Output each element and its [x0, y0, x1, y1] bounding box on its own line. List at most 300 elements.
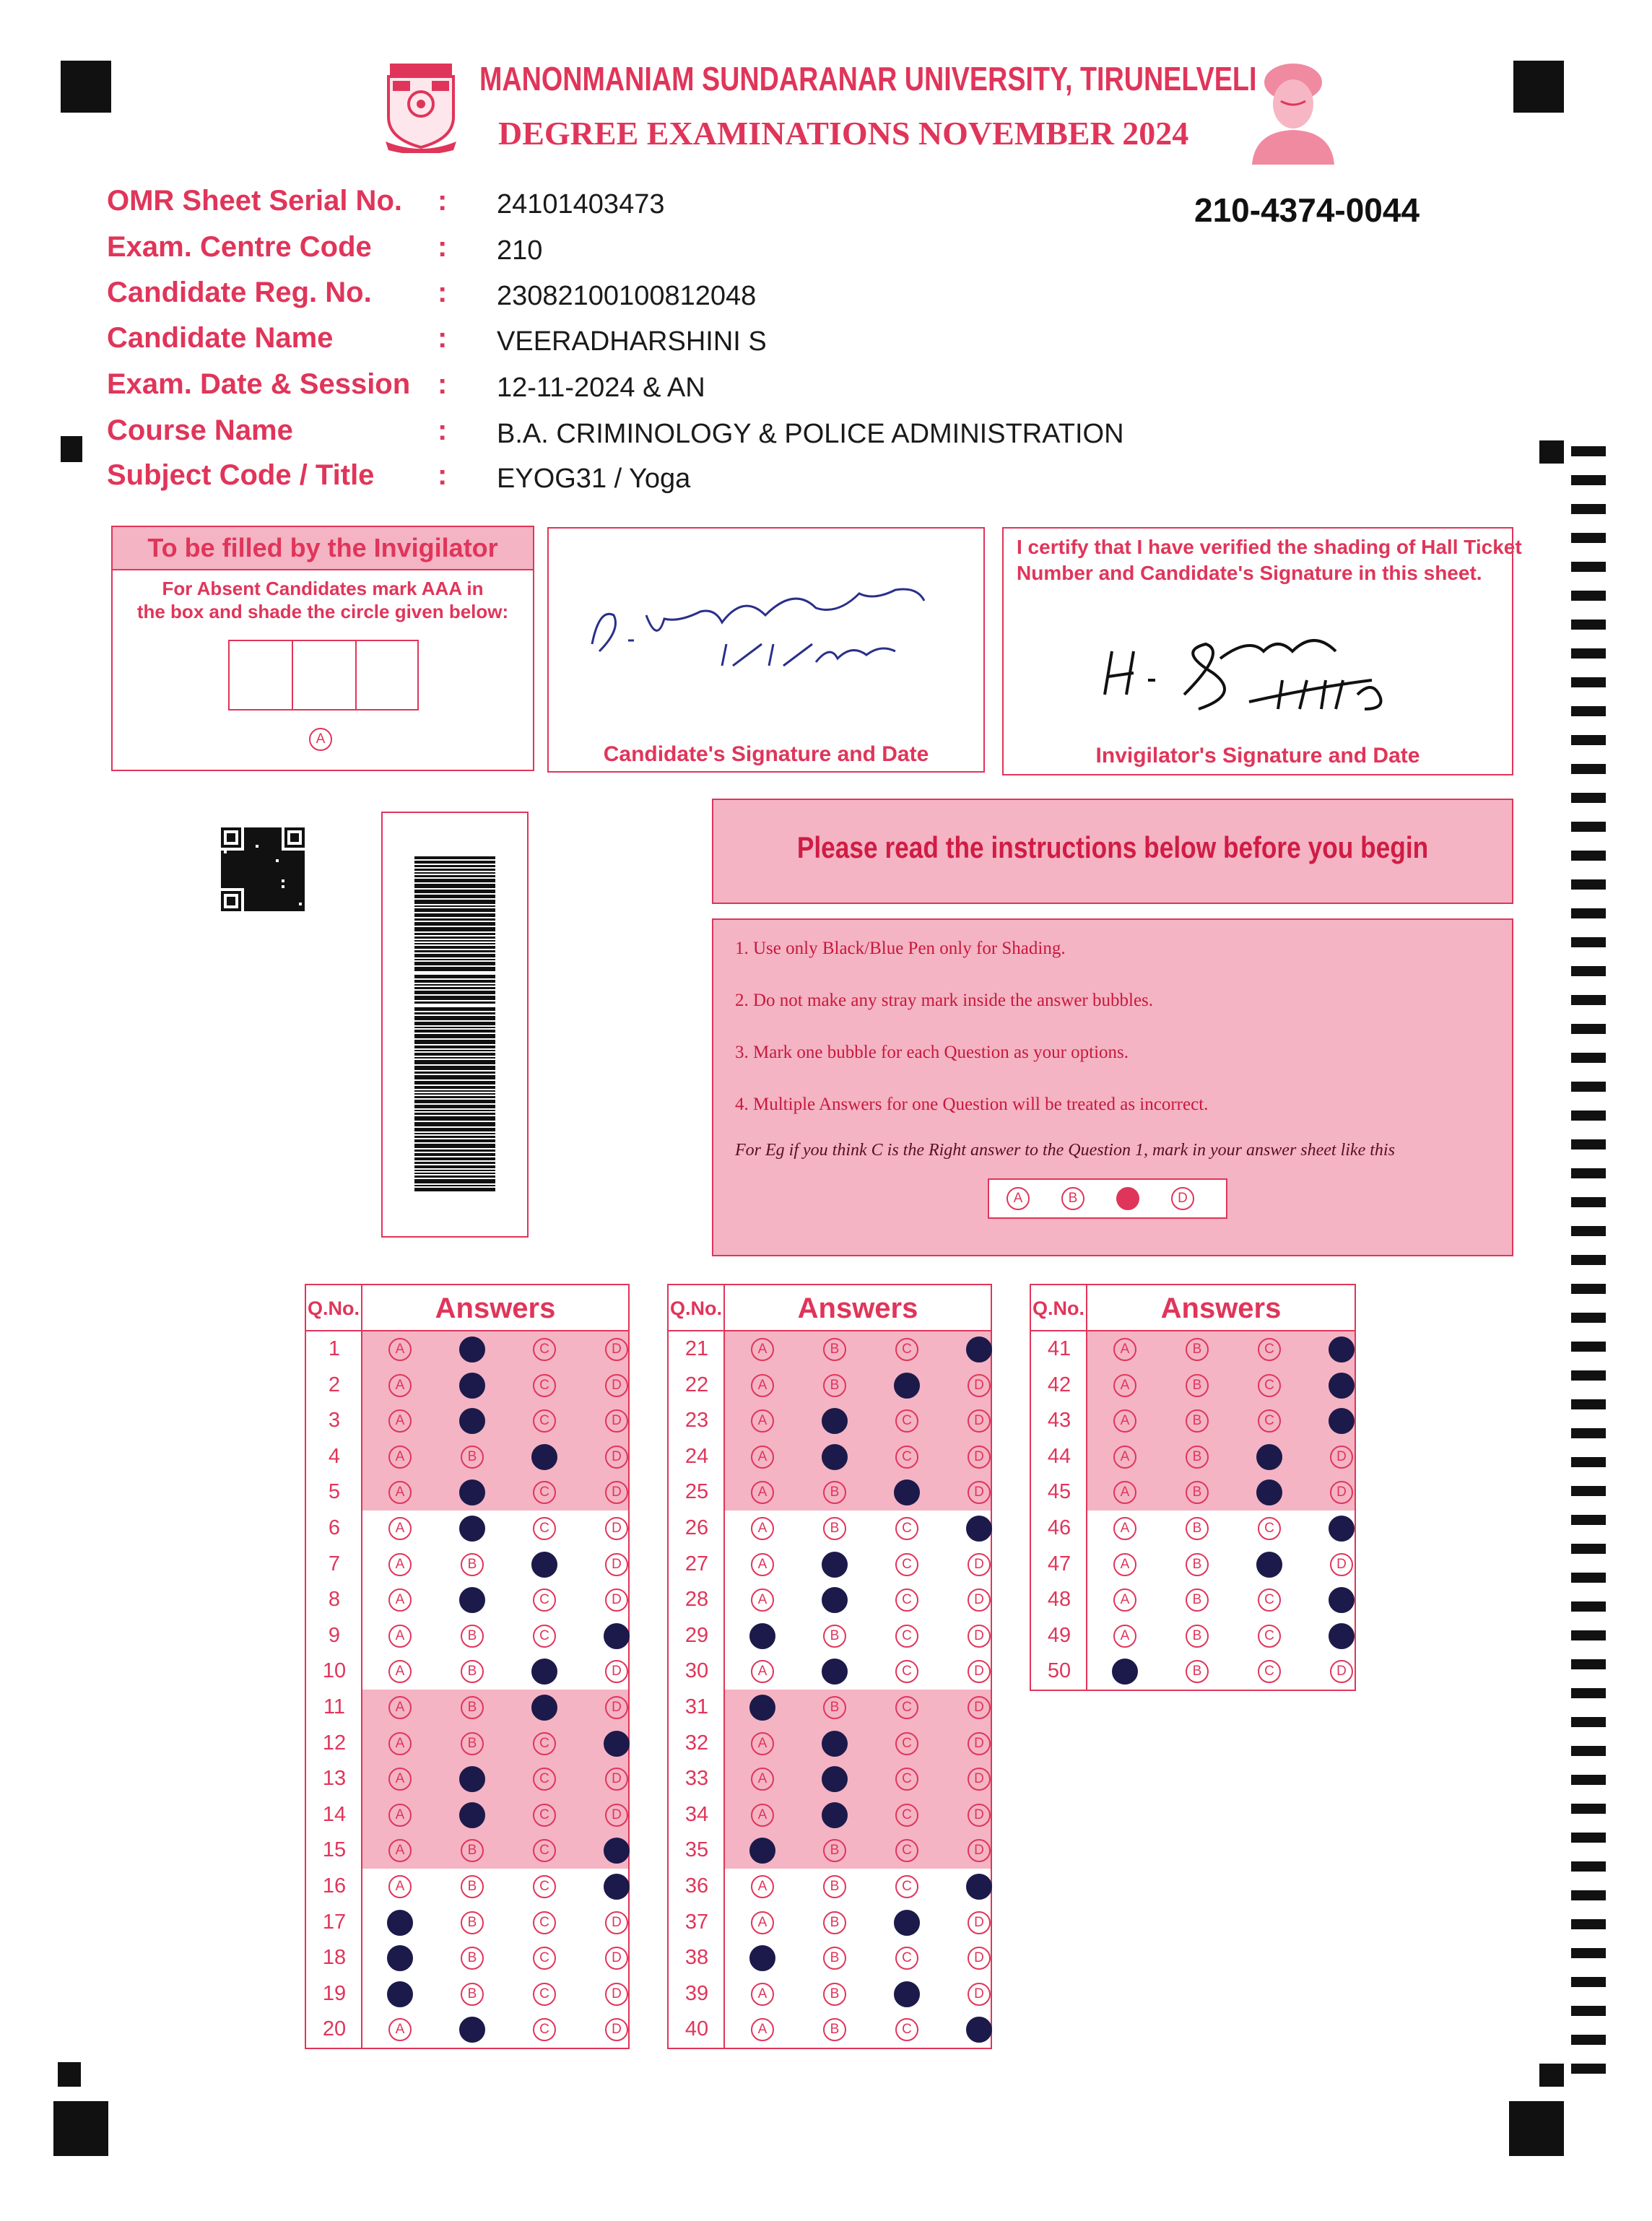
registration-mark-bottom-left: [53, 2101, 108, 2156]
answer-bubble-b[interactable]: [822, 1444, 848, 1470]
timing-mark: [1571, 504, 1606, 514]
absent-circle[interactable]: A: [309, 728, 332, 751]
answer-bubble-b[interactable]: B: [823, 1517, 846, 1540]
detail-value: VEERADHARSHINI S: [497, 326, 767, 357]
answer-bubble-c[interactable]: [531, 1659, 557, 1685]
answer-bubble-c[interactable]: C: [895, 1625, 918, 1648]
answer-bubble-a[interactable]: A: [388, 1517, 412, 1540]
answer-bubble-c[interactable]: C: [895, 1839, 918, 1862]
answer-bubble-a[interactable]: A: [751, 1517, 774, 1540]
timing-mark: [1571, 1977, 1606, 1987]
question-number: 21: [684, 1337, 709, 1360]
question-number: 27: [684, 1552, 709, 1575]
question-number: 29: [684, 1623, 709, 1647]
answer-bubble-a[interactable]: A: [751, 2018, 774, 2041]
answer-bubble-d[interactable]: D: [968, 1983, 991, 2006]
timing-mark: [1571, 1053, 1606, 1063]
question-number: 35: [684, 1838, 709, 1862]
answer-bubble-d[interactable]: D: [605, 1660, 628, 1683]
answer-bubble-a[interactable]: A: [1113, 1517, 1136, 1540]
answer-bubble-b[interactable]: B: [823, 1374, 846, 1397]
answer-bubble-c[interactable]: [531, 1552, 557, 1578]
answer-bubble-b[interactable]: B: [823, 1875, 846, 1898]
answers-header: Answers: [797, 1292, 918, 1324]
answer-bubble-d[interactable]: D: [605, 1446, 628, 1469]
answer-bubble-a[interactable]: A: [1113, 1588, 1136, 1612]
answer-bubble-a[interactable]: A: [1113, 1481, 1136, 1504]
answer-bubble-b[interactable]: B: [461, 1446, 484, 1469]
answer-bubble-d[interactable]: [604, 1731, 630, 1757]
answer-bubble-c[interactable]: C: [1258, 1517, 1281, 1540]
question-row: [669, 1331, 991, 1368]
answer-bubble-a[interactable]: A: [1113, 1409, 1136, 1433]
answer-bubble-a[interactable]: [749, 1623, 775, 1649]
timing-mark: [1571, 1688, 1606, 1698]
answer-bubble-b[interactable]: [822, 1802, 848, 1828]
answer-bubble-b[interactable]: B: [461, 1625, 484, 1648]
answer-bubble-b[interactable]: B: [461, 1696, 484, 1719]
answer-bubble-a[interactable]: A: [1113, 1374, 1136, 1397]
answer-bubble-b[interactable]: B: [461, 1947, 484, 1970]
answer-bubble-c[interactable]: C: [895, 1732, 918, 1755]
answer-bubble-c[interactable]: C: [533, 1983, 556, 2006]
question-row: [306, 1331, 628, 1368]
answer-bubble-a[interactable]: [749, 1695, 775, 1721]
answer-bubble-d[interactable]: [1329, 1336, 1355, 1362]
grid-header: [1031, 1285, 1355, 1331]
question-row: [1031, 1511, 1355, 1547]
answer-bubble-b[interactable]: [459, 1516, 485, 1542]
answer-bubble-c[interactable]: C: [533, 1338, 556, 1361]
answer-bubble-b[interactable]: B: [461, 1660, 484, 1683]
question-row: [306, 1368, 628, 1404]
answer-bubble-a[interactable]: A: [388, 1875, 412, 1898]
answer-bubble-b[interactable]: [822, 1408, 848, 1434]
answer-bubble-d[interactable]: D: [605, 2018, 628, 2041]
answer-bubble-c[interactable]: C: [533, 1947, 556, 1970]
question-row: [669, 1690, 991, 1726]
answer-bubble-b[interactable]: B: [461, 1553, 484, 1576]
answer-bubble-d[interactable]: D: [968, 1911, 991, 1934]
question-number: 43: [1047, 1409, 1071, 1433]
question-row: [306, 1726, 628, 1762]
timing-mark: [1571, 1110, 1606, 1121]
question-row: [669, 1761, 991, 1797]
answer-bubble-c[interactable]: C: [895, 1947, 918, 1970]
qno-header: Q.No.: [669, 1285, 725, 1331]
timing-mark: [1571, 1399, 1606, 1409]
detail-label: Course Name: [107, 414, 293, 446]
timing-mark: [1571, 1139, 1606, 1149]
answer-bubble-c[interactable]: C: [533, 1481, 556, 1504]
timing-mark: [1571, 475, 1606, 485]
answer-bubble-a[interactable]: A: [751, 1911, 774, 1934]
answer-bubble-b[interactable]: B: [1186, 1517, 1209, 1540]
answer-bubble-b[interactable]: [459, 1408, 485, 1434]
answer-bubble-d[interactable]: [604, 1623, 630, 1649]
question-row: [306, 1618, 628, 1654]
answer-bubble-b[interactable]: [822, 1766, 848, 1792]
answer-bubble-a[interactable]: A: [751, 1660, 774, 1683]
timing-mark: [1571, 1659, 1606, 1669]
answer-bubble-c[interactable]: C: [1258, 1588, 1281, 1612]
question-row: [306, 1547, 628, 1583]
detail-value: 23082100100812048: [497, 281, 757, 311]
answer-bubble-c[interactable]: C: [533, 1588, 556, 1612]
question-row: [306, 1905, 628, 1941]
answer-bubble-a[interactable]: [1112, 1659, 1138, 1685]
answer-bubble-b[interactable]: B: [823, 1338, 846, 1361]
answer-bubble-c[interactable]: C: [895, 1517, 918, 1540]
answer-bubble-a[interactable]: A: [388, 1409, 412, 1433]
question-number: 45: [1047, 1480, 1071, 1504]
answer-bubble-a[interactable]: A: [751, 1553, 774, 1576]
answer-bubble-c[interactable]: C: [533, 1804, 556, 1827]
answer-bubble-b[interactable]: B: [461, 1983, 484, 2006]
answer-bubble-c[interactable]: [1256, 1444, 1282, 1470]
answer-bubble-b[interactable]: B: [1186, 1481, 1209, 1504]
timing-mark: [1571, 2064, 1606, 2074]
answer-bubble-d[interactable]: D: [968, 1768, 991, 1791]
answer-bubble-a[interactable]: [387, 1945, 413, 1971]
answer-bubble-b[interactable]: B: [823, 1839, 846, 1862]
answer-bubble-a[interactable]: A: [388, 1446, 412, 1469]
timing-mark: [1571, 648, 1606, 659]
answer-bubble-c[interactable]: C: [1258, 1409, 1281, 1433]
answer-bubble-d[interactable]: D: [605, 1553, 628, 1576]
answer-bubble-c[interactable]: [894, 1479, 920, 1505]
answer-bubble-b[interactable]: [459, 2017, 485, 2043]
answer-bubble-b[interactable]: [822, 1659, 848, 1685]
question-row: [306, 1653, 628, 1690]
answer-bubble-d[interactable]: D: [605, 1409, 628, 1433]
answer-bubble-a[interactable]: A: [388, 1732, 412, 1755]
answer-bubble-c[interactable]: C: [1258, 1660, 1281, 1683]
question-number: 37: [684, 1910, 709, 1934]
question-row: [669, 1869, 991, 1905]
answer-bubble-d[interactable]: D: [968, 1839, 991, 1862]
question-number: 47: [1047, 1552, 1071, 1575]
answer-bubble-c[interactable]: C: [1258, 1338, 1281, 1361]
answer-bubble-c[interactable]: C: [533, 1839, 556, 1862]
detail-colon: :: [438, 368, 448, 400]
answer-bubble-b[interactable]: [822, 1587, 848, 1613]
answer-bubble-d[interactable]: D: [605, 1768, 628, 1791]
university-emblem-icon: [383, 61, 459, 153]
answer-bubble-a[interactable]: A: [388, 1696, 412, 1719]
answer-bubble-c[interactable]: [894, 1981, 920, 2007]
answer-bubble-a[interactable]: [387, 1910, 413, 1936]
question-row: [306, 1582, 628, 1618]
timing-mark: [1571, 822, 1606, 832]
university-name: MANONMANIAM SUNDARANAR UNIVERSITY, TIRUNELVELI: [479, 60, 1257, 97]
answer-bubble-a[interactable]: A: [1113, 1625, 1136, 1648]
question-number: 20: [322, 2017, 347, 2041]
answer-bubble-d[interactable]: [1329, 1408, 1355, 1434]
answer-bubble-b[interactable]: B: [823, 1911, 846, 1934]
answer-bubble-d[interactable]: D: [605, 1338, 628, 1361]
answer-bubble-d[interactable]: D: [968, 1553, 991, 1576]
answer-bubble-c[interactable]: C: [533, 1911, 556, 1934]
answer-bubble-c[interactable]: C: [533, 1409, 556, 1433]
question-number: 31: [684, 1695, 709, 1718]
answer-bubble-d[interactable]: D: [605, 1696, 628, 1719]
timing-mark: [1571, 1919, 1606, 1929]
question-number: 28: [684, 1588, 709, 1612]
detail-colon: :: [438, 322, 448, 354]
candidate-signature-image: [578, 565, 953, 680]
answer-bubble-d[interactable]: D: [605, 1517, 628, 1540]
timing-mark: [1571, 1428, 1606, 1438]
answer-bubble-b[interactable]: B: [1186, 1588, 1209, 1612]
absent-note-line2: the box and shade the circle given below:: [136, 601, 509, 622]
answer-bubble-b[interactable]: B: [823, 1696, 846, 1719]
invigilator-signature-image: [1097, 608, 1430, 723]
absent-note-line1: For Absent Candidates mark AAA in: [162, 578, 484, 599]
answer-bubble-c[interactable]: C: [533, 2018, 556, 2041]
answer-bubble-a[interactable]: A: [751, 1588, 774, 1612]
answer-bubble-b[interactable]: [459, 1802, 485, 1828]
timing-mark: [1571, 1833, 1606, 1843]
timing-mark: [1571, 1486, 1606, 1496]
question-row: [669, 1905, 991, 1941]
answer-bubble-c[interactable]: C: [895, 1875, 918, 1898]
answer-bubble-d[interactable]: D: [605, 1481, 628, 1504]
timing-mark: [1571, 908, 1606, 918]
answer-bubble-a[interactable]: A: [751, 1768, 774, 1791]
answer-bubble-b[interactable]: B: [1186, 1409, 1209, 1433]
answer-bubble-a[interactable]: [749, 1838, 775, 1864]
example-bubble-a: A: [1007, 1187, 1030, 1210]
answer-bubble-d[interactable]: D: [605, 1911, 628, 1934]
answer-bubble-d[interactable]: [1329, 1623, 1355, 1649]
question-number: 13: [322, 1767, 347, 1791]
question-row: [1031, 1331, 1355, 1368]
answer-bubble-d[interactable]: D: [1330, 1446, 1353, 1469]
answer-bubble-c[interactable]: C: [895, 1446, 918, 1469]
answer-bubble-b[interactable]: B: [461, 1875, 484, 1898]
instructions-banner: [712, 799, 1513, 904]
answer-bubble-d[interactable]: D: [1330, 1481, 1353, 1504]
answer-bubble-c[interactable]: [531, 1444, 557, 1470]
question-row: [306, 1869, 628, 1905]
question-number: 25: [684, 1480, 709, 1504]
question-number: 22: [684, 1373, 709, 1396]
answer-bubble-d[interactable]: [1329, 1587, 1355, 1613]
question-row: [1031, 1582, 1355, 1618]
answer-bubble-d[interactable]: D: [968, 1588, 991, 1612]
answer-bubble-b[interactable]: B: [823, 2018, 846, 2041]
answer-bubble-b[interactable]: [822, 1552, 848, 1578]
answer-bubble-b[interactable]: B: [1186, 1374, 1209, 1397]
answer-bubble-a[interactable]: A: [388, 1804, 412, 1827]
timing-mark: [1571, 1544, 1606, 1554]
answer-bubble-d[interactable]: D: [968, 1732, 991, 1755]
answer-bubble-a[interactable]: A: [1113, 1553, 1136, 1576]
answer-bubble-c[interactable]: [894, 1373, 920, 1399]
answer-bubble-a[interactable]: A: [388, 1768, 412, 1791]
answer-bubble-a[interactable]: A: [388, 1338, 412, 1361]
answer-bubble-d[interactable]: D: [968, 1481, 991, 1504]
question-number: 49: [1047, 1623, 1071, 1647]
answer-bubble-b[interactable]: B: [823, 1625, 846, 1648]
answer-bubble-a[interactable]: A: [388, 1481, 412, 1504]
registration-mark-top-left: [61, 61, 111, 113]
question-number: 36: [684, 1874, 709, 1898]
answer-bubble-a[interactable]: A: [751, 1409, 774, 1433]
answer-bubble-b[interactable]: B: [1186, 1446, 1209, 1469]
answer-bubble-a[interactable]: A: [388, 1588, 412, 1612]
timing-mark: [1571, 1861, 1606, 1872]
certification-line1: I certify that I have verified the shading of Hall Ticket: [1017, 536, 1522, 558]
answer-bubble-d[interactable]: D: [968, 1625, 991, 1648]
timing-mark: [1571, 1775, 1606, 1785]
timing-mark: [1571, 1573, 1606, 1583]
answer-bubble-d[interactable]: D: [605, 1947, 628, 1970]
question-row: [669, 2012, 991, 2048]
answer-bubble-b[interactable]: [459, 1373, 485, 1399]
registration-mark-bottom-right: [1509, 2101, 1564, 2156]
timing-mark: [1571, 735, 1606, 745]
answer-bubble-c[interactable]: C: [895, 1804, 918, 1827]
example-bubble-b: B: [1061, 1187, 1084, 1210]
answer-bubble-b[interactable]: [459, 1587, 485, 1613]
answer-bubble-b[interactable]: B: [461, 1839, 484, 1862]
answer-bubble-c[interactable]: C: [895, 2018, 918, 2041]
answer-bubble-a[interactable]: A: [751, 1804, 774, 1827]
answer-bubble-b[interactable]: B: [823, 1481, 846, 1504]
answer-bubble-a[interactable]: A: [388, 1625, 412, 1648]
question-row: [1031, 1474, 1355, 1511]
answer-bubble-c[interactable]: C: [895, 1553, 918, 1576]
answer-bubble-c[interactable]: C: [1258, 1625, 1281, 1648]
timing-mark: [1571, 1717, 1606, 1727]
answer-bubble-a[interactable]: [387, 1981, 413, 2007]
answer-bubble-a[interactable]: A: [751, 1446, 774, 1469]
answer-bubble-d[interactable]: D: [605, 1588, 628, 1612]
answer-bubble-a[interactable]: A: [1113, 1446, 1136, 1469]
answer-bubble-d[interactable]: D: [968, 1947, 991, 1970]
answer-bubble-c[interactable]: C: [533, 1517, 556, 1540]
question-row: [306, 1976, 628, 2012]
answer-bubble-c[interactable]: C: [1258, 1374, 1281, 1397]
question-row: [306, 1511, 628, 1547]
answer-bubble-d[interactable]: D: [968, 1660, 991, 1683]
answer-bubble-a[interactable]: A: [1113, 1338, 1136, 1361]
answer-bubble-d[interactable]: D: [605, 1983, 628, 2006]
timing-mark: [1571, 1746, 1606, 1756]
answer-bubble-b[interactable]: B: [1186, 1338, 1209, 1361]
question-number: 6: [328, 1516, 341, 1539]
answer-bubble-c[interactable]: C: [895, 1588, 918, 1612]
answer-bubble-b[interactable]: [822, 1731, 848, 1757]
answer-bubble-b[interactable]: [459, 1479, 485, 1505]
answer-bubble-d[interactable]: [966, 1516, 992, 1542]
answer-bubble-c[interactable]: C: [533, 1768, 556, 1791]
answer-bubble-d[interactable]: D: [968, 1374, 991, 1397]
question-number: 41: [1047, 1337, 1071, 1360]
question-row: [669, 1439, 991, 1475]
answer-bubble-b[interactable]: B: [823, 1983, 846, 2006]
answer-bubble-d[interactable]: [966, 1336, 992, 1362]
answer-bubble-c[interactable]: C: [533, 1625, 556, 1648]
detail-label: Candidate Name: [107, 322, 334, 354]
answer-bubble-d[interactable]: [966, 2017, 992, 2043]
answer-bubble-d[interactable]: [604, 1874, 630, 1900]
answer-bubble-b[interactable]: B: [1186, 1660, 1209, 1683]
instruction-item-3: 3. Mark one bubble for each Question as your options.: [735, 1043, 1129, 1062]
answer-bubble-a[interactable]: A: [751, 1374, 774, 1397]
answer-bubble-d[interactable]: D: [1330, 1660, 1353, 1683]
answer-bubble-c[interactable]: C: [895, 1696, 918, 1719]
example-bubble-row: [988, 1178, 1227, 1219]
answer-bubble-a[interactable]: A: [751, 1983, 774, 2006]
answer-bubble-d[interactable]: D: [1330, 1553, 1353, 1576]
answer-bubble-d[interactable]: [1329, 1516, 1355, 1542]
answer-bubble-a[interactable]: A: [388, 1660, 412, 1683]
answer-bubble-b[interactable]: B: [461, 1911, 484, 1934]
question-number: 4: [328, 1444, 341, 1468]
answer-bubble-c[interactable]: [894, 1910, 920, 1936]
answer-bubble-c[interactable]: [1256, 1552, 1282, 1578]
answer-bubble-b[interactable]: B: [1186, 1625, 1209, 1648]
answer-bubble-d[interactable]: D: [968, 1804, 991, 1827]
qno-header: Q.No.: [1031, 1285, 1087, 1331]
answer-bubble-c[interactable]: C: [895, 1338, 918, 1361]
answer-bubble-c[interactable]: C: [533, 1732, 556, 1755]
question-number: 5: [328, 1480, 341, 1504]
answer-bubble-d[interactable]: [604, 1838, 630, 1864]
answer-bubble-a[interactable]: A: [751, 1338, 774, 1361]
barcode-icon: [414, 856, 495, 1194]
answer-bubble-a[interactable]: A: [388, 2018, 412, 2041]
answer-bubble-c[interactable]: C: [533, 1875, 556, 1898]
answer-bubble-c[interactable]: [531, 1695, 557, 1721]
answer-bubble-a[interactable]: A: [388, 1553, 412, 1576]
timing-mark: [1571, 1890, 1606, 1900]
answer-bubble-d[interactable]: D: [605, 1374, 628, 1397]
answer-bubble-d[interactable]: D: [605, 1804, 628, 1827]
question-row: [669, 1797, 991, 1833]
answer-bubble-a[interactable]: [749, 1945, 775, 1971]
answer-bubble-d[interactable]: D: [968, 1409, 991, 1433]
answer-bubble-a[interactable]: A: [388, 1374, 412, 1397]
answer-bubble-d[interactable]: [966, 1874, 992, 1900]
timing-mark: [1571, 591, 1606, 601]
answer-bubble-a[interactable]: A: [751, 1875, 774, 1898]
answer-bubble-d[interactable]: D: [968, 1446, 991, 1469]
answer-bubble-a[interactable]: A: [751, 1481, 774, 1504]
answer-bubble-a[interactable]: A: [388, 1839, 412, 1862]
timing-mark: [1571, 1342, 1606, 1352]
answer-bubble-c[interactable]: [1256, 1479, 1282, 1505]
answer-bubble-d[interactable]: [1329, 1373, 1355, 1399]
answer-bubble-c[interactable]: C: [895, 1768, 918, 1791]
registration-mark-left-mid: [61, 436, 82, 462]
absent-entry-box[interactable]: [228, 640, 419, 710]
answer-bubble-b[interactable]: [459, 1336, 485, 1362]
answer-bubble-c[interactable]: C: [533, 1374, 556, 1397]
question-row: [669, 1547, 991, 1583]
answer-bubble-b[interactable]: B: [823, 1947, 846, 1970]
answer-bubble-b[interactable]: B: [461, 1732, 484, 1755]
answer-bubble-c[interactable]: C: [895, 1409, 918, 1433]
answer-bubble-c[interactable]: C: [895, 1660, 918, 1683]
answer-bubble-b[interactable]: B: [1186, 1553, 1209, 1576]
answer-bubble-a[interactable]: A: [751, 1732, 774, 1755]
answer-bubble-b[interactable]: [459, 1766, 485, 1792]
answer-bubble-d[interactable]: D: [968, 1696, 991, 1719]
